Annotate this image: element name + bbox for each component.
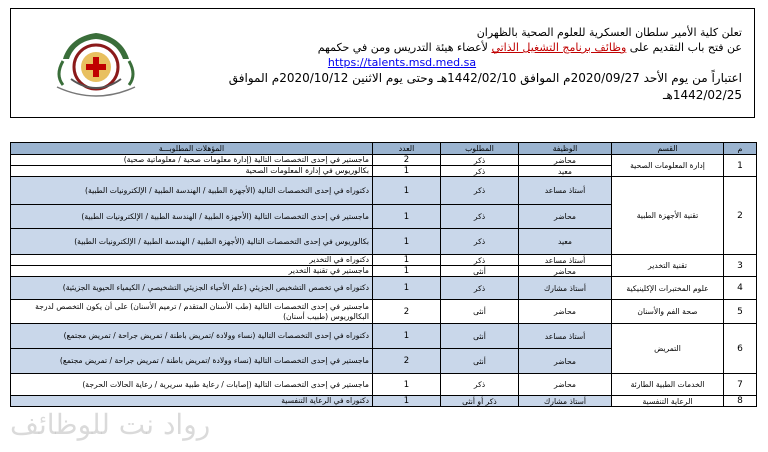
cell-qual: ماجستير في إحدى التخصصات التالية (إصابات / رعاية طبية سريرية / رعاية الحالات الحرجة) [11, 374, 373, 396]
college-logo-icon [49, 27, 144, 107]
cell-gender: ذكر [441, 177, 519, 205]
cell-gender: أنثى [441, 266, 519, 277]
cell-count: 1 [373, 277, 441, 300]
cell-num: 3 [724, 255, 757, 277]
announcement-text [182, 25, 742, 104]
cell-job: أستاذ مساعد [519, 177, 612, 205]
cell-count: 2 [373, 349, 441, 374]
program-highlight: وظائف برنامج التشغيل الذاتي [491, 41, 627, 54]
cell-job: معيد [519, 229, 612, 255]
cell-count: 2 [373, 155, 441, 166]
table-body [11, 155, 757, 407]
header-qual: المؤهلات المطلوبـــة [11, 143, 373, 155]
header-count: العدد [373, 143, 441, 155]
header-dept: القسم [612, 143, 724, 155]
cell-dept: صحة الفم والأسنان [612, 300, 724, 324]
cell-gender: ذكر [441, 374, 519, 396]
cell-qual: دكتوراه في الرعاية التنفسية [11, 396, 373, 407]
cell-qual: بكالوريوس في إدارة المعلومات الصحية [11, 166, 373, 177]
cell-dept: الرعاية التنفسية [612, 396, 724, 407]
cell-count: 1 [373, 255, 441, 266]
header-gender: المطلوب [441, 143, 519, 155]
table-row [11, 300, 757, 324]
cell-qual: ماجستير في إحدى التخصصات التالية (إدارة معلومات صحية / معلوماتية صحية) [11, 155, 373, 166]
cell-gender: أنثى [441, 300, 519, 324]
header-num: م [724, 143, 757, 155]
cell-dept: تقنية الأجهزة الطبية [612, 177, 724, 255]
cell-job: أستاذ مشارك [519, 396, 612, 407]
table-row [11, 396, 757, 407]
cell-job: محاضر [519, 349, 612, 374]
cell-dept: إدارة المعلومات الصحية [612, 155, 724, 177]
cell-job: محاضر [519, 266, 612, 277]
cell-gender: ذكر أو أنثى [441, 396, 519, 407]
cell-job: معيد [519, 166, 612, 177]
cell-job: محاضر [519, 205, 612, 229]
cell-gender: ذكر [441, 155, 519, 166]
cell-count: 1 [373, 229, 441, 255]
cell-gender: أنثى [441, 349, 519, 374]
cell-qual: دكتوراه في إحدى التخصصات التالية (الأجهزة الطبية / الهندسة الطبية / الإلكترونيات الطبية) [11, 177, 373, 205]
cell-count: 1 [373, 324, 441, 349]
cell-qual: بكالوريوس في إحدى التخصصات التالية (الأجهزة الطبية / الهندسة الطبية / الإلكترونيات الطبية) [11, 229, 373, 255]
cell-job: أستاذ مساعد [519, 324, 612, 349]
cell-gender: ذكر [441, 166, 519, 177]
table-row [11, 324, 757, 349]
cell-num: 8 [724, 396, 757, 407]
cell-dept: التمريض [612, 324, 724, 374]
cell-count: 1 [373, 205, 441, 229]
cell-count: 1 [373, 266, 441, 277]
cell-job: أستاذ مساعد [519, 255, 612, 266]
watermark: رواد نت للوظائف [10, 408, 211, 441]
cell-count: 1 [373, 374, 441, 396]
table-row [11, 155, 757, 166]
cell-qual: ماجستير في إحدى التخصصات التالية (الأجهزة الطبية / الهندسة الطبية / الإلكترونيات الطبية) [11, 205, 373, 229]
cell-gender: ذكر [441, 205, 519, 229]
table-row [11, 374, 757, 396]
cell-job: محاضر [519, 300, 612, 324]
cell-qual: ماجستير في إحدى التخصصات التالية (نساء وولادة /تمريض باطنة / تمريض جراحة / تمريض مجتمع) [11, 349, 373, 374]
cell-qual: ماجستير في تقنية التخدير [11, 266, 373, 277]
table-header-row [11, 143, 757, 155]
header-job: الوظيفة [519, 143, 612, 155]
cell-dept: الخدمات الطبية الطارئة [612, 374, 724, 396]
cell-dept: تقنية التخدير [612, 255, 724, 277]
cell-count: 1 [373, 396, 441, 407]
cell-gender: ذكر [441, 255, 519, 266]
table-row [11, 277, 757, 300]
cell-num: 5 [724, 300, 757, 324]
cell-job: أستاذ مشارك [519, 277, 612, 300]
announcement-line1: تعلن كلية الأمير سلطان العسكرية للعلوم الصحية بالظهران [476, 26, 742, 39]
cell-qual: دكتوراه في التخدير [11, 255, 373, 266]
cell-num: 1 [724, 155, 757, 177]
cell-qual: ماجستير في إحدى التخصصات التالية (طب الأسنان المتقدم / ترميم الأسنان) على أن يكون التخصص لدرجة البكالوريوس (طبيب أسنان) [11, 300, 373, 324]
cell-dept: علوم المختبرات الإكلينيكية [612, 277, 724, 300]
application-link[interactable]: https://talents.msd.med.sa [327, 56, 477, 69]
cell-num: 4 [724, 277, 757, 300]
jobs-table [10, 142, 757, 407]
table-row [11, 255, 757, 266]
cell-count: 1 [373, 166, 441, 177]
cell-count: 2 [373, 300, 441, 324]
cell-qual: دكتوراه في إحدى التخصصات التالية (نساء وولادة /تمريض باطنة / تمريض جراحة / تمريض مجتمع) [11, 324, 373, 349]
cell-gender: ذكر [441, 277, 519, 300]
cell-job: محاضر [519, 374, 612, 396]
cell-gender: أنثى [441, 324, 519, 349]
cell-count: 1 [373, 177, 441, 205]
cell-qual: دكتوراه في تخصص التشخيص الجزيئي (علم الأحياء الجزيئي التشخيصي / الكيمياء الحيوية الجزيئية) [11, 277, 373, 300]
cell-job: محاضر [519, 155, 612, 166]
announcement-line2: عن فتح باب التقديم على وظائف برنامج التشغيل الذاتي لأعضاء هيئة التدريس ومن في حكمهم [317, 41, 742, 54]
cell-num: 6 [724, 324, 757, 374]
announcement-box [10, 8, 755, 118]
table-row [11, 177, 757, 205]
application-dates: اعتباراً من يوم الأحد 2020/09/27م الموافق 1442/02/10هـ وحتى يوم الاثنين 2020/10/12م الموافق 1442/02/25هـ [228, 71, 742, 102]
cell-num: 7 [724, 374, 757, 396]
cell-gender: ذكر [441, 229, 519, 255]
cell-num: 2 [724, 177, 757, 255]
